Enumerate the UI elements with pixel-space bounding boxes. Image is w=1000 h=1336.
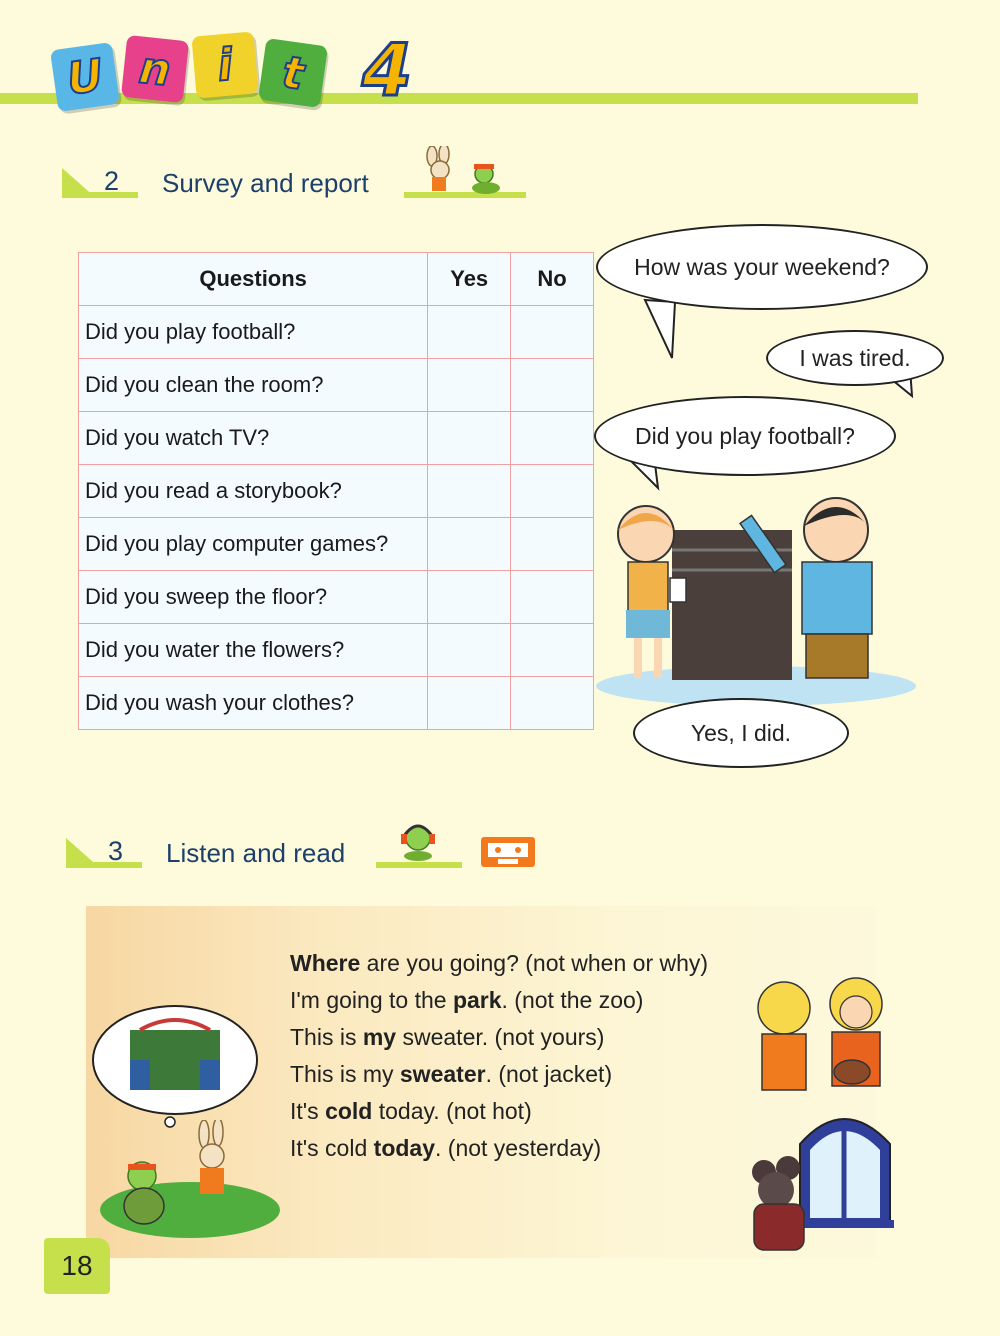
yes-cell[interactable] <box>428 677 511 730</box>
yes-cell[interactable] <box>428 412 511 465</box>
section-title: Listen and read <box>166 838 346 868</box>
yes-cell[interactable] <box>428 465 511 518</box>
no-cell[interactable] <box>511 306 594 359</box>
sentence-6 <box>290 1135 790 1172</box>
heading-underline-right <box>376 862 462 868</box>
no-cell[interactable] <box>511 412 594 465</box>
table-row <box>79 677 594 730</box>
table-row <box>79 624 594 677</box>
question-cell: Did you watch TV? <box>79 412 428 465</box>
sentence-post: today. (not hot) <box>372 1098 532 1124</box>
table-row <box>79 465 594 518</box>
unit-letter-t: t <box>258 38 328 108</box>
sentence-pre: It's <box>290 1098 326 1124</box>
section-title: Survey and report <box>162 168 369 198</box>
sentence-pre: This is my <box>290 1061 400 1087</box>
rabbit-turtle-illustration <box>412 146 522 194</box>
sentence-post: . (not the zoo) <box>501 987 644 1013</box>
stressed-word: cold <box>325 1098 373 1124</box>
question-cell: Did you wash your clothes? <box>79 677 428 730</box>
turtle-rabbit-park-illustration <box>100 1120 280 1240</box>
sentence-5 <box>290 1098 790 1135</box>
table-row <box>79 571 594 624</box>
sentence-rest: are you going? (not when or why) <box>360 950 709 976</box>
stressed-word: park <box>452 987 502 1013</box>
no-cell[interactable] <box>511 359 594 412</box>
question-cell: Did you clean the room? <box>79 359 428 412</box>
unit-number: 4 <box>362 28 413 112</box>
unit-letter-u: U <box>50 42 120 112</box>
section-2-heading <box>62 160 532 206</box>
yes-cell[interactable] <box>428 624 511 677</box>
stress-sentences <box>290 950 790 1172</box>
yes-cell[interactable] <box>428 518 511 571</box>
page-number: 18 <box>44 1238 110 1294</box>
column-header-yes: Yes <box>428 253 511 306</box>
heading-underline <box>66 862 142 868</box>
section-number: 3 <box>108 836 124 866</box>
no-cell[interactable] <box>511 465 594 518</box>
yes-cell[interactable] <box>428 306 511 359</box>
no-cell[interactable] <box>511 518 594 571</box>
sentence-pre: This is <box>290 1024 363 1050</box>
stressed-word: today <box>373 1135 435 1161</box>
sentence-pre: It's cold <box>290 1135 374 1161</box>
stressed-word: my <box>362 1024 397 1050</box>
cassette-tape-icon <box>480 836 536 868</box>
yes-cell[interactable] <box>428 359 511 412</box>
column-header-questions: Questions <box>79 253 428 306</box>
kids-talking-illustration <box>596 490 916 710</box>
table-header-row <box>79 253 594 306</box>
question-cell: Did you water the flowers? <box>79 624 428 677</box>
section-number: 2 <box>104 166 120 196</box>
question-cell: Did you play football? <box>79 306 428 359</box>
question-cell: Did you play computer games? <box>79 518 428 571</box>
heading-underline <box>62 192 138 198</box>
sentence-4 <box>290 1061 790 1098</box>
survey-table <box>78 252 594 730</box>
no-cell[interactable] <box>511 571 594 624</box>
sentence-2 <box>290 987 790 1024</box>
turtle-headphones-icon <box>396 818 444 862</box>
table-row <box>79 518 594 571</box>
sentence-pre: I'm going to the <box>290 987 453 1013</box>
table-row <box>79 412 594 465</box>
no-cell[interactable] <box>511 677 594 730</box>
table-row <box>79 306 594 359</box>
table-row <box>79 359 594 412</box>
bubble-yes-i-did: Yes, I did. <box>633 698 849 768</box>
unit-letter-n: n <box>121 35 189 103</box>
column-header-no: No <box>511 253 594 306</box>
yes-cell[interactable] <box>428 571 511 624</box>
stressed-word: sweater <box>399 1061 486 1087</box>
question-cell: Did you sweep the floor? <box>79 571 428 624</box>
section-3-heading <box>66 830 546 876</box>
sentence-1 <box>290 950 790 987</box>
sentence-post: sweater. (not yours) <box>396 1024 605 1050</box>
unit-letter-i: i <box>191 31 258 98</box>
bubble-i-was-tired: I was tired. <box>766 330 944 386</box>
no-cell[interactable] <box>511 624 594 677</box>
unit-title <box>48 30 348 122</box>
bubble-how-was-weekend: How was your weekend? <box>596 224 928 310</box>
two-kids-illustration <box>744 972 904 1102</box>
bubble-did-you-play-football: Did you play football? <box>594 396 896 476</box>
sentence-3 <box>290 1024 790 1061</box>
question-cell: Did you read a storybook? <box>79 465 428 518</box>
sentence-post: . (not yesterday) <box>435 1135 602 1161</box>
thought-bubble-park-illustration <box>90 1000 260 1130</box>
stressed-word: Where <box>290 950 361 976</box>
sentence-post: . (not jacket) <box>485 1061 613 1087</box>
mouse-window-illustration <box>744 1104 894 1258</box>
